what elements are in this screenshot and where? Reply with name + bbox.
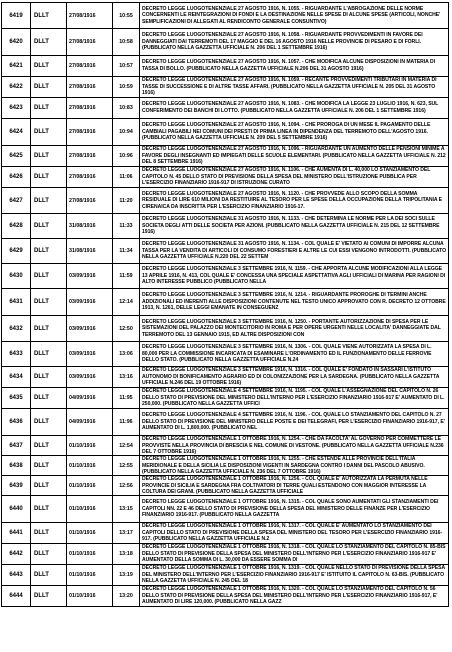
act-code: 13:06 [113, 342, 140, 367]
act-code: 11:96 [113, 409, 140, 436]
record-number: 6435 [2, 388, 31, 409]
record-number: 6421 [2, 56, 31, 77]
act-description-text: DECRETO LEGGE LUOGOTENENZIALE 1 OTTOBRE 1916, N. 1315. - COL QUALE SONO AUMENTATI GLI STANZIAMENTI DEI CAPITOLI NN. 22 E 46 DELLO STATO DI PREVISIONE DELLA SPESA DEL MINISTERO DELLE FINANZE PER L'ESERCIZIO FINANZIARIO 1916-917. (PUBBLICATO NELLA GAZZETTA [142, 499, 439, 519]
act-date: 01/10/1916 [67, 476, 113, 496]
act-type: DLLT [31, 3, 67, 29]
act-description [140, 29, 449, 56]
act-description-text: DECRETO LEGGE LUOGOTENENZIALE 1 OTTOBRE 1916, N. 1317. - COL QUALE E' AUMENTATO LO STANZIAMENTO DEI CAPITOLI DELLO STATO DI PREVISIONE DELLA SPESA DEL MINISTERO DEL TESORO PER L'ESERCIZIO FINANZIARIO 1916-917. (PUBBLICATO NELLA GAZZETTA UFFICIALE N.2 [142, 523, 443, 543]
table-row [2, 436, 449, 456]
record-number: 6440 [2, 496, 31, 523]
act-date: 03/09/1916 [67, 342, 113, 367]
act-date: 04/09/1916 [67, 409, 113, 436]
act-date: 31/08/1916 [67, 239, 113, 264]
act-description [140, 289, 449, 316]
act-description [140, 523, 449, 544]
act-description-text: DECRETO LEGGE LUOGOTENENZIALE 31 AGOSTO 1916, N. 1134. - COL QUALE E' VIETATO AI COMUNI DI IMPORRE ALCUNA TASSA PER LA VENDITA DI ARTICOLI DI CONSUMO FORESTIERI E ALTRE LE CUI ESSI VENGONO INTRODOTTI. (PUBBLICATO NELLA GAZZETTA UFFICIALE N.220 DEL 22 SETTEM [142, 241, 446, 261]
act-code: 10:58 [113, 29, 140, 56]
act-code: 13:20 [113, 586, 140, 607]
act-description-text: DECRETO LEGGE LUOGOTENENZIALE 27 AGOSTO 1916, N. 1059. - RECANTE PROVVEDIMENTI TRIBUTARI IN MATERIA DI TASSE DI SUCCESSIONE E DI ALTRE TASSE AFFARI. (PUBBLICATO NELLA GAZZETTA UFFICIALE N. 205 DEL 31 AGOSTO 1916) [142, 77, 437, 97]
record-number: 6433 [2, 342, 31, 367]
act-type: DLLT [31, 289, 67, 316]
act-description-text: DECRETO LEGGE LUOGOTENENZIALE 27 AGOSTO 1916, N. 1120. - CHE PROVVEDE ALLO SCOPO DELLA SOMMA RESIDUALE DI LIRE 610 MILIONI DA RESTITUIRE AL TESORO PER LE SPESE DELLA OCCUPAZIONE DELLA TRIPOLITANIA E CIRENAICA DA INSCRITTA PER L'ESERCIZIO FINANZIARIO 1916-17. [142, 190, 443, 210]
act-description-text: DECRETO LEGGE LUOGOTENENZIALE 27 AGOSTO 1916, N. 1057. - CHE MODIFICA ALCUNE DISPOSIZIONI IN MATERIA DI TASSA DI BOLLO. (PUBBLICATO NELLA GAZZETTA UFFICIALE N.206 DEL 31 AGOSTO 1916) [142, 59, 435, 72]
act-description [140, 98, 449, 119]
act-type: DLLT [31, 56, 67, 77]
table-row [2, 239, 449, 264]
act-type: DLLT [31, 342, 67, 367]
table-row [2, 214, 449, 239]
act-description [140, 565, 449, 586]
act-code: 11:06 [113, 167, 140, 188]
act-description [140, 388, 449, 409]
act-description-text: DECRETO LEGGE LUOGOTENENZIALE 1 OTTOBRE 1916, N. 1254. - CHE DA FACOLTA' AL GOVERNO PER COMMETTERE LE PROVVISTE NELLA PROVINCIA DI BRESCIA E NEL COMUNE DI VESTONE. (PUBBLICATO NELLA GAZZETTA UFFICIALE N.236 DEL 7 OTTOBRE 1916) [142, 436, 444, 455]
table-row [2, 388, 449, 409]
act-description [140, 367, 449, 388]
act-description-text: DECRETO LEGGE LUOGOTENENZIALE 31 AGOSTO 1916, N. 1133. - CHE DETERMINA LE NORME PER LA DEI SOCI SULLE SOCIETA DEGLI ATTI DELLE SOCIETA PER AZIONI. (PUBBLICATO NELLA GAZZETTA UFFICIALE N. 215 DEL 12 SETTEMBRE 1916) [142, 216, 440, 236]
act-type: DLLT [31, 367, 67, 388]
record-number: 6442 [2, 544, 31, 565]
act-description [140, 436, 449, 456]
act-description [140, 239, 449, 264]
act-date: 01/10/1916 [67, 496, 113, 523]
act-description [140, 188, 449, 214]
act-description [140, 119, 449, 146]
act-code: 11:95 [113, 388, 140, 409]
act-code: 10:96 [113, 146, 140, 167]
act-type: DLLT [31, 544, 67, 565]
act-description-text: DECRETO LEGGE LUOGOTENENZIALE 27 AGOSTO 1916, N. 1106. - CHE AUMENTA DI L. 40,000 LO STANZIAMENTO DEL CAPITOLO N. 45 DELLO STATO DI PREVISIONE DELLA SPESA DEL MINISTERO DELL'ISTRUZIONE PUBBLICA PER L'ESERCIZIO FINANZIARIO 1916-917 DI ISTRUZIONE CURATO [142, 167, 431, 187]
record-number: 6441 [2, 523, 31, 544]
act-description-text: DECRETO LEGGE LUOGOTENENZIALE 27 AGOSTO 1916, N. 1058. - RIGUARDANTE PROVVEDIMENTI IN FAVORE DEI DANNEGGIATI DAI TERREMOTI DEL 17 MAGGIO E DEL 16 AGOSTO 1916 NELLE PROVINCIE DI PESARO E DI FORLI. (PUBBLICATO NELLA GAZZETTA UFFICIALE N. 206 DEL 1 SETTEMBRE 1916) [142, 32, 423, 52]
act-description [140, 146, 449, 167]
record-number: 6419 [2, 3, 31, 29]
act-code: 10:83 [113, 98, 140, 119]
act-type: DLLT [31, 239, 67, 264]
table-row [2, 56, 449, 77]
act-description [140, 316, 449, 342]
act-date: 01/10/1916 [67, 436, 113, 456]
act-code: 10:94 [113, 119, 140, 146]
table-row [2, 316, 449, 342]
act-type: DLLT [31, 119, 67, 146]
act-type: DLLT [31, 77, 67, 98]
act-type: DLLT [31, 436, 67, 456]
record-number: 6423 [2, 98, 31, 119]
act-type: DLLT [31, 167, 67, 188]
act-date: 01/10/1916 [67, 586, 113, 607]
act-type: DLLT [31, 456, 67, 476]
act-date: 01/10/1916 [67, 523, 113, 544]
act-type: DLLT [31, 476, 67, 496]
act-description-text: DECRETO LEGGE LUOGOTENENZIALE 1 OTTOBRE 1916, N. 1320. - COL QUALE LO STANZIAMENTO DEL CAPITOLO N. 56 DELLO STATO DI PREVISIONE DELLA SPESA DEL MINISTERO DELL'INTERNO PER L'ESERCIZIO FINANZIARIO 1916-917, E' AUMENTATO DI LIRE 120,000. (PUBBLICATO NELLA GAZZ [142, 586, 438, 606]
act-date: 27/08/1916 [67, 98, 113, 119]
act-date: 01/10/1916 [67, 565, 113, 586]
act-date: 27/08/1916 [67, 167, 113, 188]
act-type: DLLT [31, 98, 67, 119]
act-description-text: DECRETO LEGGE LUOGOTENENZIALE 1 OTTOBRE 1916, N. 1256. - COL QUALE E' AUTORIZZATA LA PERMUTA NELLE PROVINCIE DI SICILIA E SARDEGNA FRA COLTIVATORI DI TERRE QUALI ESTENDONO CON MAGGIOR INTERESSE LA COLTURA DEI GRANI. (PUBBLICATO NELLA GAZZETTA UFFICIALE [142, 476, 428, 495]
record-number: 6431 [2, 289, 31, 316]
act-description-text: DECRETO LEGGE LUOGOTENENZIALE 27 AGOSTO 1916, N. 1094. - CHE PROROGA DI UN MESE IL PAGAMENTO DELLE CAMBIALI PAGABILI NEI COMUNI DEI PRESTI DI PRIMA LINEA IN DIPENDENZA DEL TERREMOTO DELL'AGOSTO 1916. (PUBBLICATO NELLA GAZZETTA UFFICIALE N. 209 DEL 5 SETTEMBRE 1916) [142, 122, 431, 142]
act-description [140, 476, 449, 496]
table-row [2, 188, 449, 214]
act-description-text: DECRETO LEGGE LUOGOTENENZIALE 4 SETTEMBRE 1916, N. 1196. - COL QUALE LO STANZIAMENTO DEL CAPITOLO N. 27 DELLO STATO DI PREVISIONE DEL MINISTERO DELLE POSTE E DEI TELEGRAFI, PER L'ESERCIZIO FINANZIARIO 1916-917, E' AUMENTATO DI L. 1,800,000. (PUBBLICATO NEL [142, 412, 445, 432]
act-code: 12:56 [113, 476, 140, 496]
act-type: DLLT [31, 565, 67, 586]
record-number: 6420 [2, 29, 31, 56]
act-type: DLLT [31, 264, 67, 289]
record-number: 6439 [2, 476, 31, 496]
act-code: 12:55 [113, 456, 140, 476]
act-type: DLLT [31, 316, 67, 342]
record-number: 6436 [2, 409, 31, 436]
decree-table [1, 2, 449, 607]
record-number: 6425 [2, 146, 31, 167]
act-date: 27/08/1916 [67, 56, 113, 77]
act-code: 11:34 [113, 239, 140, 264]
act-description [140, 77, 449, 98]
act-description [140, 56, 449, 77]
record-number: 6437 [2, 436, 31, 456]
record-number: 6443 [2, 565, 31, 586]
table-row [2, 544, 449, 565]
act-description [140, 342, 449, 367]
act-date: 27/08/1916 [67, 3, 113, 29]
act-description-text: DECRETO LEGGE LUOGOTENENZIALE 1 OTTOBRE 1916, N. 1255. - CHE ESTENDE ALLE PROVINCIE DELL'ITALIA MERIDIONALE E DELLA SICILIA LE DISPOSIZIONI VIGENTI IN SARDEGNA CONTRO I DANNI DEL PASCOLO ABUSIVO. (PUBBLICATO NELLA GAZZETTA UFFICIALE N. 236 DEL 7 OTTOBRE 1916) [142, 456, 425, 475]
table-row [2, 342, 449, 367]
record-number: 6428 [2, 214, 31, 239]
act-type: DLLT [31, 388, 67, 409]
table-row [2, 29, 449, 56]
act-description [140, 214, 449, 239]
act-date: 27/08/1916 [67, 29, 113, 56]
table-row [2, 3, 449, 29]
act-description-text: DECRETO LEGGE LUOGOTENENZIALE 1 OTTOBRE 1916, N. 1319. - COL QUALE NELLO STATO DI PREVISIONE DELLA SPESA DEL MINISTERO DELL'INTERNO PER L'ESERCIZIO FINANZIARIO 1916-917 E' ISTITUITO IL CAPITOLO N. 63-BIS. (PUBBLICATO NELLA GAZZETTA UFFICIALE N. 245 DEL 18 [142, 565, 445, 585]
act-code: 13:19 [113, 565, 140, 586]
table-row [2, 496, 449, 523]
act-date: 01/10/1916 [67, 544, 113, 565]
act-description [140, 3, 449, 29]
act-description [140, 456, 449, 476]
decree-table-body [2, 3, 449, 607]
table-row [2, 98, 449, 119]
act-code: 13:16 [113, 367, 140, 388]
act-type: DLLT [31, 409, 67, 436]
act-code: 10:55 [113, 3, 140, 29]
act-description [140, 496, 449, 523]
table-row [2, 167, 449, 188]
table-row [2, 146, 449, 167]
act-date: 03/09/1916 [67, 264, 113, 289]
act-description-text: DECRETO LEGGE LUOGOTENENZIALE 3 SETTEMBRE 1916, N. 1306. - COL QUALE VIENE AUTORIZZATA LA SPESA DI L. 80,000 PER LA COMMISSIONE INCARICATA DI ESAMINARE L'ORDINAMENTO ED IL FUNZIONAMENTO DELLE FERROVIE DELLO STATO. (PUBBLICATO NELLA GAZZETTA UFFICIALE N.24 [142, 344, 432, 364]
table-row [2, 77, 449, 98]
record-number: 6426 [2, 167, 31, 188]
table-row [2, 456, 449, 476]
table-row [2, 119, 449, 146]
table-row [2, 367, 449, 388]
act-code: 12:54 [113, 436, 140, 456]
act-description-text: DECRETO LEGGE LUOGOTENENZIALE 27 AGOSTO 1916, N. 1055. - RIGUARDANTE L'ABROGAZIONE DELLE NORME CONCERNENTI LE REINTEGRAZIONI DI FONDI E LA DESTINAZIONE NELLE SPESE DI ALCUNE SPESE (ARTICOLI, NONCHE' SEMPLIFICAZIONI DI ALLEGATI AL RENDICONTO GENERALE CONSUNTIVO) [142, 5, 441, 25]
act-description-text: DECRETO LEGGE LUOGOTENENZIALE 1 OTTOBRE 1916, N. 1318. - COL QUALE LO STANZIAMENTO DEL CAPITOLO N. 85-BIS DELLO STATO DI PREVISIONE DELLA SPESA DEL MINISTERO DELL'INTERNO PER L'ESERCIZIO FINANZIARIO 1916-917 E' AUMENTATO DELLA SOMMA DI L. 30,000 DA ESSERE SOMMA DI [142, 544, 446, 564]
act-type: DLLT [31, 586, 67, 607]
act-date: 01/10/1916 [67, 456, 113, 476]
act-description [140, 409, 449, 436]
act-date: 27/08/1916 [67, 188, 113, 214]
record-number: 6430 [2, 264, 31, 289]
table-row [2, 264, 449, 289]
table-row [2, 289, 449, 316]
act-description-text: DECRETO LEGGE LUOGOTENENZIALE 3 SETTEMBRE 1916, N. 1159. - CHE APPORTA ALCUNE MODIFICAZIONI ALLA LEGGE 13 APRILE 1916, N. 413, COL QUALE E' CONCESSA UNA SPECIALE ASPETTATIVA AGLI UFFICIALI DI MARINA PER RAGIONI DI ALTO INTERESSE PUBBLICO (PUBBLICATO NELLA [142, 266, 446, 286]
act-description-text: DECRETO LEGGE LUOGOTENENZIALE 3 SETTEMBRE 1916, N. 1214. - RIGUARDANTE PROROGHE DI TERMINI ANCHE ADDIZIONALI ED INERENTI ALLE DISPOSIZIONI CONTENUTE NEL TESTO UNICO APPROVATO CON R. DECRETO 12 OTTOBRE 1913, N. 1261, DELLE LEGGI EMANATE IN CONSEGUENZ [142, 292, 446, 312]
act-code: 11:33 [113, 214, 140, 239]
act-type: DLLT [31, 214, 67, 239]
act-date: 31/08/1916 [67, 214, 113, 239]
act-type: DLLT [31, 29, 67, 56]
act-description-text: DECRETO LEGGE LUOGOTENENZIALE 3 SETTEMBRE 1916, N. 1316. - COL QUALE E' FONDATO IN SASSARI L'ISTITUTO AUTONOMO DI BONIFICAMENTO AGRARIO ED DI COLONIZZAZIONE PER LA SARDEGNA. (PUBBLICATO NELLA GAZZETTA UFFICIALE N.246 DEL 19 OTTOBRE 1916) [142, 367, 440, 387]
act-type: DLLT [31, 496, 67, 523]
act-description-text: DECRETO LEGGE LUOGOTENENZIALE 27 AGOSTO 1916, N. 1083. - CHE MODIFICA LA LEGGE 23 LUGLIO 1916, N. 623, SUL CONFERIMENTO DEI BANCHI DI LOTTO. (PUBBLICATO NELLA GAZZETTA UFFICIALE N. 206 DEL 1 SETTEMBRE 1916) [142, 101, 439, 114]
act-date: 03/09/1916 [67, 289, 113, 316]
record-number: 6427 [2, 188, 31, 214]
act-code: 13:15 [113, 496, 140, 523]
table-row [2, 409, 449, 436]
act-description-text: DECRETO LEGGE LUOGOTENENZIALE 3 SETTEMBRE 1916, N. 1250. - PORTANTE AUTORIZZAZIONE DI SPESA PER LE SISTEMAZIONI DEL PALAZZO DEI MONTECITORIO IN ROMA E PER OPERE URGENTI NELLE LOCALITA' DANNEGGIATE DAL TERREMOTO DEL 13 GENNAIO 1915, ED ALTRE DISPOSIZIONI CON [142, 318, 441, 338]
act-description [140, 167, 449, 188]
act-code: 10:59 [113, 77, 140, 98]
table-row [2, 565, 449, 586]
act-description-text: DECRETO LEGGE LUOGOTENENZIALE 27 AGOSTO 1916, N. 1096. - RIGUARDANTE UN AUMENTO DELLE PENSIONI MINIME A FAVORE DEGLI INSEGNANTI ED IMPIEGATI DELLE SCUOLE ELEMENTARI. (PUBBLICATO NELLA GAZZETTA UFFICIALE N. 212 DEL 8 SETTEMBRE 1916) [142, 146, 446, 166]
act-code: 13:18 [113, 544, 140, 565]
act-description [140, 544, 449, 565]
act-date: 03/09/1916 [67, 367, 113, 388]
record-number: 6424 [2, 119, 31, 146]
record-number: 6429 [2, 239, 31, 264]
act-description [140, 264, 449, 289]
record-number: 6434 [2, 367, 31, 388]
table-row [2, 586, 449, 607]
act-code: 12:50 [113, 316, 140, 342]
act-date: 03/09/1916 [67, 316, 113, 342]
act-description-text: DECRETO LEGGE LUOGOTENENZIALE 4 SETTEMBRE 1916, N. 1195. - COL QUALE L'ASSEGNAZIONE DEL CAPITOLO N. 26 DELLO STATO DI PREVISIONE DEL MINISTERO DELL'INTERNO PER L'ESERCIZIO FINANZIARIO 1916-917 E' AUMENTATO DI L. 250,000. (PUBBLICATO NELLA GAZZETTA UFFICI [142, 388, 445, 408]
act-type: DLLT [31, 146, 67, 167]
record-number: 6432 [2, 316, 31, 342]
act-description [140, 586, 449, 607]
act-code: 10:57 [113, 56, 140, 77]
act-date: 27/08/1916 [67, 77, 113, 98]
act-date: 04/09/1916 [67, 388, 113, 409]
act-type: DLLT [31, 188, 67, 214]
act-code: 11:59 [113, 264, 140, 289]
table-row [2, 476, 449, 496]
record-number: 6438 [2, 456, 31, 476]
act-date: 27/08/1916 [67, 119, 113, 146]
act-code: 13:17 [113, 523, 140, 544]
act-code: 12:14 [113, 289, 140, 316]
table-row [2, 523, 449, 544]
act-code: 11:20 [113, 188, 140, 214]
act-type: DLLT [31, 523, 67, 544]
record-number: 6444 [2, 586, 31, 607]
act-date: 27/08/1916 [67, 146, 113, 167]
record-number: 6422 [2, 77, 31, 98]
